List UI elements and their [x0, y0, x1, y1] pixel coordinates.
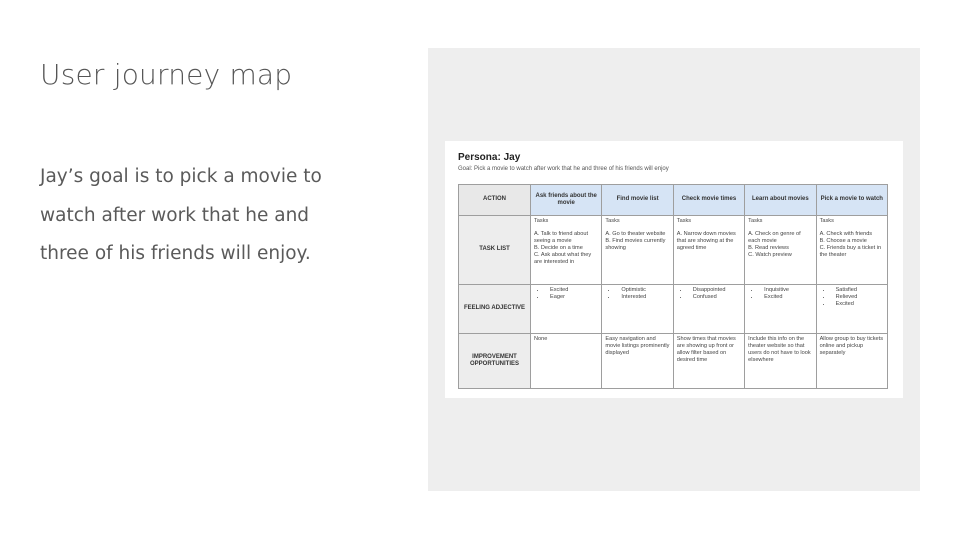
- feeling-item: • Eager: [546, 294, 598, 301]
- tasks-heading: Tasks: [748, 218, 763, 224]
- task-cell: [531, 216, 602, 285]
- task-item: C. Watch preview: [748, 252, 792, 258]
- tasks-heading: Tasks: [676, 218, 692, 224]
- feeling-row: [459, 285, 888, 334]
- task-item: C. Friends buy a ticket in the theater: [819, 245, 882, 258]
- action-find-list: Find movie list: [602, 185, 673, 216]
- tasks-heading: Tasks: [605, 218, 620, 224]
- improvement-cell: Show times that movies are showing up front or allow filter based on desired time: [673, 334, 744, 389]
- slide-title: User journey map: [40, 58, 293, 91]
- task-cell: [816, 216, 887, 285]
- feeling-item: • Confused: [689, 294, 741, 301]
- tasks-heading: Tasks: [819, 218, 834, 224]
- feeling-item: • Inquisitive: [760, 287, 812, 294]
- journey-table: [458, 184, 888, 389]
- task-item: A. Check with friends: [819, 231, 873, 237]
- improvement-cell: Allow group to buy tickets online and pickup separately: [816, 334, 887, 389]
- task-cell: [745, 216, 816, 285]
- action-ask-friends: Ask friends about the movie: [531, 185, 602, 216]
- improvement-cell: Include this info on the theater website so that users do not have to look elsewhere: [745, 334, 816, 389]
- row-label-feeling: FEELING ADJECTIVE: [459, 285, 531, 334]
- persona-title: Persona: Jay: [458, 152, 521, 163]
- task-item: B. Choose a movie: [819, 238, 867, 244]
- improvement-row: [459, 334, 888, 389]
- slide-body-text: Jay’s goal is to pick a movie to watch after work that he and three of his friends will enjoy.: [40, 166, 322, 264]
- task-item: B. Read reviews: [748, 245, 789, 251]
- tasks-heading: Tasks: [534, 218, 549, 224]
- task-item: B. Find movies currently showing: [605, 238, 666, 251]
- row-label-task-list: TASK LIST: [459, 216, 531, 285]
- journey-map-image: [445, 141, 903, 398]
- improvement-cell: None: [531, 334, 602, 389]
- feeling-item: • Disappointed: [689, 287, 741, 294]
- task-cell: [602, 216, 673, 285]
- feeling-cell: [816, 285, 887, 334]
- feeling-cell: [602, 285, 673, 334]
- feeling-item: • Excited: [546, 287, 598, 294]
- task-item: A. Narrow down movies that are showing at the agreed time: [676, 231, 736, 251]
- feeling-item: • Excited: [832, 301, 884, 308]
- action-check-times: Check movie times: [673, 185, 744, 216]
- feeling-item: • Excited: [760, 294, 812, 301]
- feeling-item: • Interested: [617, 294, 669, 301]
- header-action: ACTION: [459, 185, 531, 216]
- header-row: [459, 185, 888, 216]
- action-learn-movies: Learn about movies: [745, 185, 816, 216]
- feeling-cell: [673, 285, 744, 334]
- improvement-cell: Easy navigation and movie listings prominently displayed: [602, 334, 673, 389]
- persona-goal: Goal: Pick a movie to watch after work that he and three of his friends will enjoy: [458, 166, 669, 172]
- feeling-cell: [531, 285, 602, 334]
- feeling-item: • Optimistic: [617, 287, 669, 294]
- task-item: A. Talk to friend about seeing a movie: [534, 231, 589, 244]
- task-cell: [673, 216, 744, 285]
- task-item: B. Decide on a time: [534, 245, 583, 251]
- action-pick-movie: Pick a movie to watch: [816, 185, 887, 216]
- task-item: C. Ask about what they are interested in: [534, 252, 592, 265]
- task-item: A. Go to theater website: [605, 231, 666, 237]
- feeling-cell: [745, 285, 816, 334]
- feeling-item: • Satisfied: [832, 287, 884, 294]
- task-item: A. Check on genre of each movie: [748, 231, 801, 244]
- task-list-row: [459, 216, 888, 285]
- row-label-improvement: IMPROVEMENT OPPORTUNITIES: [459, 334, 531, 389]
- feeling-item: • Relieved: [832, 294, 884, 301]
